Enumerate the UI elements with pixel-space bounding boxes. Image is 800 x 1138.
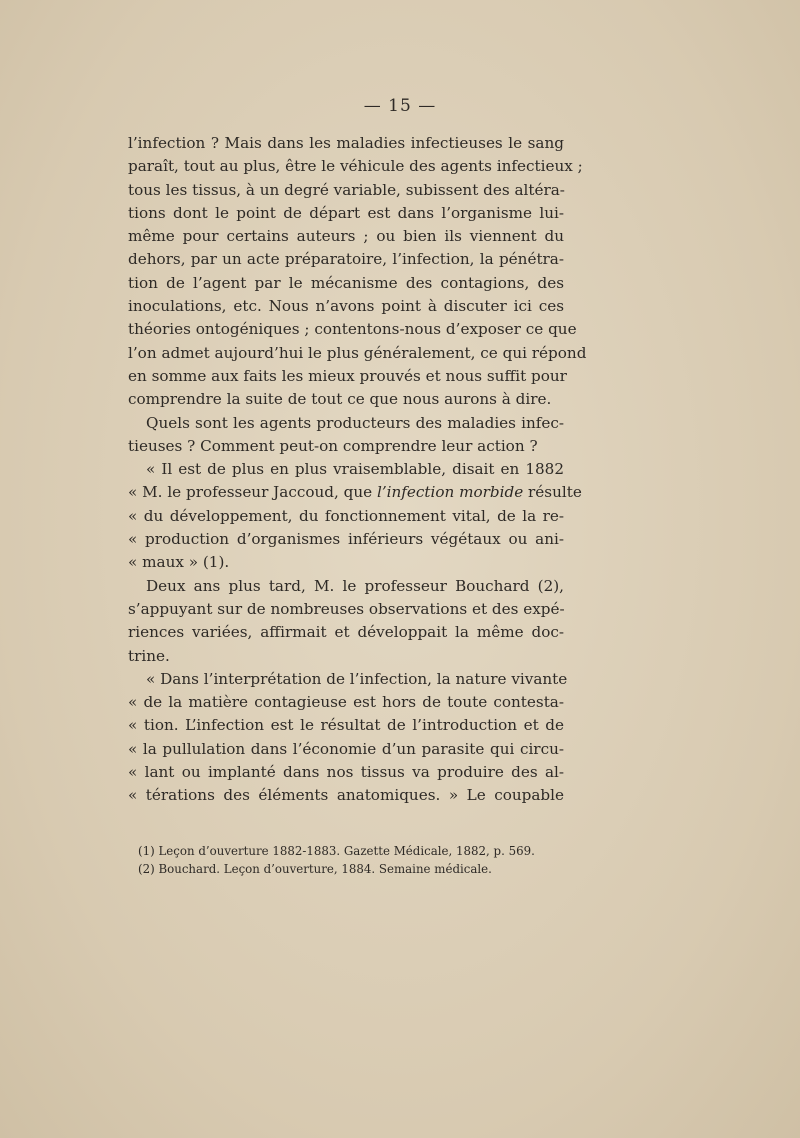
text-line: théories ontogéniques ; contentons-nous d’exposer ce que [128,320,577,339]
text-line: tous les tissus, à un degré variable, subissent des altéra- [128,180,565,199]
text-line: tions dont le point de départ est dans l’organisme lui- [128,203,564,222]
footnote: (2) Bouchard. Leçon d’ouverture, 1884. Semaine médicale. [138,862,492,876]
text-line: Deux ans plus tard, M. le professeur Bouchard (2), [146,576,564,595]
body-text [128,132,587,808]
text-line: trine. [128,646,170,665]
page-number: — 15 — [363,96,437,116]
text-line: « maux » (1). [128,553,230,572]
text-line: dehors, par un acte préparatoire, l’infection, la pénétra- [128,250,564,269]
text-line: tieuses ? Comment peut-on comprendre leur action ? [128,436,538,455]
text-line: même pour certains auteurs ; ou bien ils viennent du [128,227,564,246]
text-line: l’on admet aujourd’hui le plus généralement, ce qui répond [128,343,587,362]
footnote: (1) Leçon d’ouverture 1882-1883. Gazette Médicale, 1882, p. 569. [138,844,535,858]
text-line: « de la matière contagieuse est hors de toute contesta- [128,693,564,712]
text-line: « la pullulation dans l’économie d’un parasite qui circu- [128,739,564,758]
text-line: en somme aux faits les mieux prouvés et nous suffit pour [128,366,567,385]
text-line: « térations des éléments anatomiques. » Le coupable [128,786,564,805]
text-line: « production d’organismes inférieurs végétaux ou ani- [128,530,564,549]
text-line: riences variées, affirmait et développait la même doc- [128,623,564,642]
text-line: « lant ou implanté dans nos tissus va produire des al- [128,763,564,782]
text-line: comprendre la suite de tout ce que nous aurons à dire. [128,390,552,409]
text-line: « tion. L’infection est le résultat de l’introduction et de [128,716,564,735]
text-line: « M. le professeur Jaccoud, que l’infection morbide résulte [128,483,582,502]
text-line: « Dans l’interprétation de l’infection, la nature vivante [146,669,568,688]
text-line: « Il est de plus en plus vraisemblable, disait en 1882 [146,460,564,479]
text-line: Quels sont les agents producteurs des maladies infec- [146,413,564,432]
text-line: tion de l’agent par le mécanisme des contagions, des [128,273,564,292]
text-line: s’appuyant sur de nombreuses observations et des expé- [128,599,565,618]
footnotes [138,842,558,878]
text-line: inoculations, etc. Nous n’avons point à discuter ici ces [128,297,564,316]
italic-phrase: l’infection morbide [376,483,524,502]
text-line: l’infection ? Mais dans les maladies infectieuses le sang [128,134,564,152]
text-line: « du développement, du fonctionnement vital, de la re- [128,506,564,525]
text-line: paraît, tout au plus, être le véhicule des agents infectieux ; [128,157,583,176]
